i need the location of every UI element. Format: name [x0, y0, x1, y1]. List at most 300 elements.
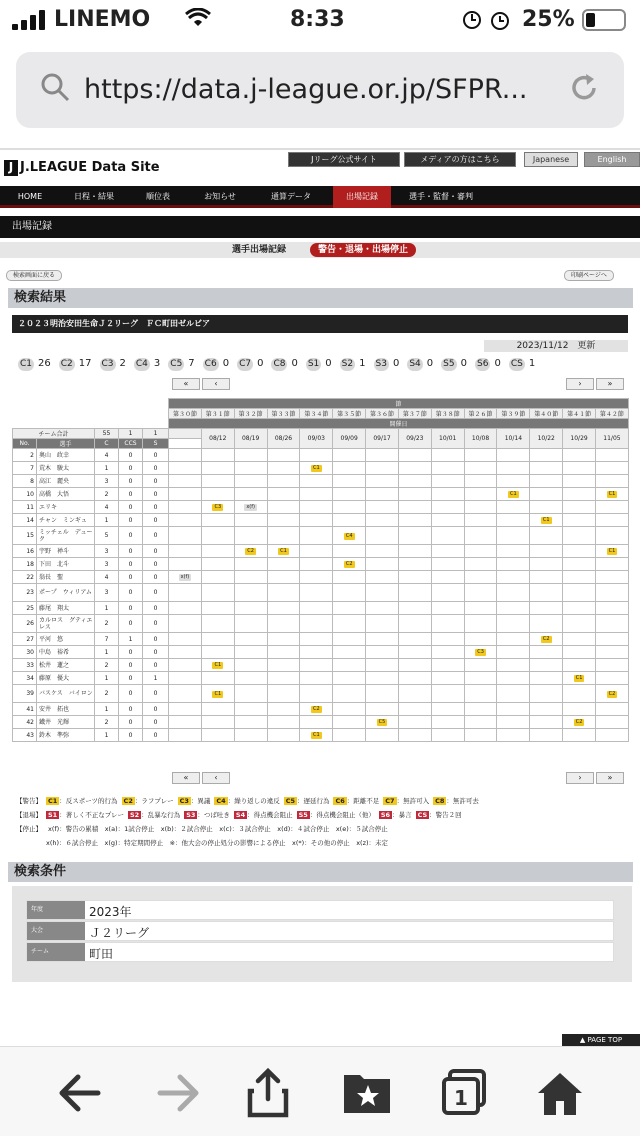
c-count: 3: [95, 545, 119, 558]
round-label: 第３５節: [333, 409, 366, 419]
match-cell: [398, 716, 431, 729]
ccs-count: 0: [119, 501, 143, 514]
match-cell: [267, 729, 300, 742]
match-cell: [366, 449, 399, 462]
match-cell: [464, 462, 497, 475]
main-nav: [0, 186, 640, 208]
match-cell: [234, 558, 267, 571]
match-cell: [234, 685, 267, 703]
legend-code: S1: [48, 811, 58, 819]
match-cell: [267, 475, 300, 488]
nav-standings[interactable]: 順位表: [146, 192, 170, 201]
match-cell: [563, 545, 596, 558]
match-cell: [300, 514, 333, 527]
c-count: 3: [95, 558, 119, 571]
match-cell: [267, 659, 300, 672]
legend-code: C7: [385, 797, 395, 805]
s-count: 0: [143, 527, 169, 545]
ccs-count: 0: [119, 514, 143, 527]
match-cell: [366, 488, 399, 501]
condition-team: チーム 町田: [26, 942, 614, 962]
match-cell: [366, 475, 399, 488]
count-label: S4: [409, 359, 421, 369]
match-cell: [300, 449, 333, 462]
match-cell: [497, 449, 530, 462]
player-name: ポープ ウィリアム: [37, 584, 95, 602]
card-badge: x(f): [180, 574, 190, 580]
player-name: バスケス バイロン: [37, 685, 95, 703]
lang-japanese[interactable]: Japanese: [524, 152, 578, 167]
match-cell: [398, 633, 431, 646]
match-cell: [169, 659, 202, 672]
player-name: 鐡井 光輝: [37, 716, 95, 729]
count-value: 3: [153, 358, 161, 369]
match-cell: [497, 571, 530, 584]
match-cell: [398, 646, 431, 659]
ccs-count: 0: [119, 685, 143, 703]
table-row: [13, 545, 629, 558]
player-number: 33: [13, 659, 37, 672]
match-cell: [333, 615, 366, 633]
lang-english[interactable]: English: [584, 152, 640, 167]
match-cell: [333, 475, 366, 488]
player-name: 藤原 優大: [37, 672, 95, 685]
alarm-icon: [462, 9, 514, 36]
player-name: 平河 悠: [37, 633, 95, 646]
match-cell: [366, 527, 399, 545]
tab-player-appearance[interactable]: 選手出場記録: [232, 245, 287, 255]
tabs-icon[interactable]: [436, 1065, 496, 1121]
match-cell: [267, 488, 300, 501]
legend-code: C1: [48, 797, 58, 805]
match-cell: [169, 615, 202, 633]
results-title: 検索結果: [8, 288, 633, 308]
round-label: 第３４節: [300, 409, 333, 419]
c-count: 1: [95, 514, 119, 527]
match-cell: [333, 449, 366, 462]
count-value: 1: [528, 358, 536, 369]
prev-page-button-bottom[interactable]: ‹: [202, 772, 230, 784]
player-name: 松井 蓮之: [37, 659, 95, 672]
legend-desc: ：距離不足: [346, 797, 380, 805]
match-cell: [201, 672, 234, 685]
print-button[interactable]: 印刷ページへ: [564, 270, 614, 281]
match-cell: [398, 558, 431, 571]
match-cell: [234, 514, 267, 527]
nav-schedule[interactable]: 日程・結果: [74, 192, 114, 201]
count-label: C1: [20, 359, 33, 369]
col-no[interactable]: No.: [13, 439, 37, 449]
match-cell: [563, 685, 596, 703]
s-count: 0: [143, 703, 169, 716]
date-label: 10/14: [497, 429, 530, 449]
s-count: 0: [143, 646, 169, 659]
match-cell: [300, 716, 333, 729]
player-name: エリキ: [37, 501, 95, 514]
count-label: S1: [307, 359, 320, 369]
c-count: 1: [95, 602, 119, 615]
match-cell: [596, 527, 629, 545]
match-cell: [201, 545, 234, 558]
match-cell: [234, 449, 267, 462]
count-label: C7: [239, 359, 252, 369]
player-number: 14: [13, 514, 37, 527]
match-cell: [169, 729, 202, 742]
col-player[interactable]: 選手: [37, 439, 95, 449]
match-cell: [464, 659, 497, 672]
back-arrow-icon[interactable]: [52, 1065, 112, 1121]
match-cell: [201, 685, 234, 703]
s-count: 0: [143, 475, 169, 488]
match-cell: [596, 488, 629, 501]
match-cell: [366, 659, 399, 672]
s-count: 0: [143, 514, 169, 527]
table-row: [13, 646, 629, 659]
match-cell: [366, 545, 399, 558]
round-label: 第４０節: [530, 409, 563, 419]
match-cell: [300, 558, 333, 571]
table-row: [13, 602, 629, 615]
match-cell: [398, 703, 431, 716]
match-cell: [530, 633, 563, 646]
nav-players[interactable]: 選手・監督・審判: [409, 192, 473, 201]
match-cell: [201, 449, 234, 462]
date-label: 09/09: [333, 429, 366, 449]
match-cell: [234, 527, 267, 545]
match-cell: [300, 633, 333, 646]
match-cell: [497, 716, 530, 729]
date-label: 11/05: [596, 429, 629, 449]
legend-label: 【警告】: [16, 797, 42, 805]
jleague-official-link[interactable]: Jリーグ公式サイト: [288, 152, 400, 167]
match-cell: [333, 633, 366, 646]
match-cell: [201, 659, 234, 672]
match-cell: [530, 615, 563, 633]
back-to-search-button[interactable]: 検索画面に戻る: [6, 270, 62, 281]
site-logo[interactable]: J J.LEAGUE Data Site: [4, 160, 160, 176]
s-count: 0: [143, 449, 169, 462]
s-count: 0: [143, 501, 169, 514]
match-cell: [464, 501, 497, 514]
match-cell: [366, 685, 399, 703]
match-cell: [267, 672, 300, 685]
card-badge: C1: [608, 548, 616, 554]
table-row: [13, 615, 629, 633]
match-cell: [464, 615, 497, 633]
match-cell: [563, 659, 596, 672]
match-cell: [398, 449, 431, 462]
match-cell: [596, 558, 629, 571]
match-cell: [464, 514, 497, 527]
match-cell: [398, 659, 431, 672]
match-cell: [431, 633, 464, 646]
match-cell: [464, 646, 497, 659]
c-count: 4: [95, 571, 119, 584]
player-number: 15: [13, 527, 37, 545]
reload-icon[interactable]: [568, 72, 600, 104]
match-cell: [497, 545, 530, 558]
first-page-button[interactable]: «: [172, 378, 200, 390]
match-cell: [596, 716, 629, 729]
match-cell: [333, 716, 366, 729]
match-cell: [366, 633, 399, 646]
legend-desc: ：得点機会阻止: [247, 811, 293, 819]
ccs-count: 0: [119, 571, 143, 584]
match-cell: [201, 646, 234, 659]
date-label: 08/12: [201, 429, 234, 449]
last-page-button-bottom[interactable]: »: [596, 772, 624, 784]
match-cell: [267, 584, 300, 602]
c-count: 4: [95, 449, 119, 462]
match-cell: [530, 558, 563, 571]
match-cell: [366, 571, 399, 584]
match-cell: [497, 558, 530, 571]
count-value: 0: [325, 358, 332, 369]
ccs-count: 0: [119, 584, 143, 602]
match-cell: [234, 571, 267, 584]
match-cell: [464, 602, 497, 615]
match-cell: [464, 584, 497, 602]
legend-desc: ：乱暴な行為: [141, 811, 181, 819]
s-count: 1: [143, 672, 169, 685]
next-page-button-bottom[interactable]: ›: [566, 772, 594, 784]
match-cell: [300, 527, 333, 545]
s-count: 0: [143, 488, 169, 501]
match-cell: [431, 571, 464, 584]
count-value: 0: [291, 358, 298, 369]
status-bar: [0, 0, 640, 40]
card-badge: C3: [214, 504, 222, 510]
next-page-button[interactable]: ›: [566, 378, 594, 390]
round-label: 第３３節: [267, 409, 300, 419]
last-page-button[interactable]: »: [596, 378, 624, 390]
count-value: 1: [359, 358, 366, 369]
match-cell: [201, 602, 234, 615]
ccs-count: 0: [119, 475, 143, 488]
condition-competition: 大会 Ｊ２リーグ: [26, 921, 614, 941]
player-number: 25: [13, 602, 37, 615]
legend-code: C2: [123, 797, 133, 805]
bookmarks-icon[interactable]: [340, 1065, 400, 1121]
address-bar[interactable]: [16, 52, 624, 128]
match-cell: [464, 527, 497, 545]
round-label: 第３０節: [169, 409, 202, 419]
player-name: 鈴木 準弥: [37, 729, 95, 742]
nav-news[interactable]: お知らせ: [204, 192, 236, 201]
match-cell: [497, 514, 530, 527]
match-cell: [431, 449, 464, 462]
match-cell: [169, 488, 202, 501]
match-cell: [464, 558, 497, 571]
count-label: S5: [443, 359, 455, 369]
match-cell: [366, 462, 399, 475]
player-name: 奥山 政幸: [37, 449, 95, 462]
match-cell: [300, 584, 333, 602]
match-cell: [201, 501, 234, 514]
share-icon[interactable]: [240, 1065, 300, 1121]
wifi-icon: [185, 8, 211, 33]
match-cell: [497, 703, 530, 716]
page-top-button[interactable]: ▲ PAGE TOP: [562, 1034, 640, 1046]
s-count: 0: [143, 602, 169, 615]
match-cell: [234, 646, 267, 659]
card-badge: C1: [280, 548, 287, 554]
match-cell: [563, 716, 596, 729]
nav-career-data[interactable]: 通算データ: [271, 192, 311, 201]
carrier-name: LINEMO: [54, 7, 151, 32]
match-cell: [563, 615, 596, 633]
match-cell: [497, 646, 530, 659]
match-cell: [201, 462, 234, 475]
match-cell: [563, 501, 596, 514]
c-count: 1: [95, 462, 119, 475]
tab-warnings[interactable]: 警告・退場・出場停止: [310, 243, 416, 257]
match-cell: [333, 659, 366, 672]
match-cell: [464, 672, 497, 685]
player-number: 7: [13, 462, 37, 475]
col-ccs[interactable]: CCS: [119, 439, 143, 449]
card-badge: C1: [608, 491, 616, 497]
match-cell: [201, 514, 234, 527]
match-cell: [563, 462, 596, 475]
match-cell: [497, 584, 530, 602]
ccs-count: 0: [119, 545, 143, 558]
legend-code: CS: [417, 811, 428, 819]
match-cell: [596, 475, 629, 488]
player-number: 16: [13, 545, 37, 558]
team-total-value: 1: [143, 429, 169, 439]
player-number: 41: [13, 703, 37, 716]
browser-toolbar: [0, 1046, 640, 1136]
match-cell: [300, 571, 333, 584]
match-cell: [366, 646, 399, 659]
match-cell: [464, 475, 497, 488]
match-cell: [234, 602, 267, 615]
match-cell: [201, 488, 234, 501]
battery-percent: 25%: [522, 7, 575, 32]
match-cell: [497, 475, 530, 488]
match-cell: [464, 449, 497, 462]
first-page-button-bottom[interactable]: «: [172, 772, 200, 784]
match-cell: [398, 584, 431, 602]
player-number: 39: [13, 685, 37, 703]
match-cell: [596, 571, 629, 584]
player-number: 2: [13, 449, 37, 462]
card-badge: C1: [312, 465, 320, 471]
nav-appearance[interactable]: 出場記録: [333, 186, 391, 208]
match-cell: [201, 558, 234, 571]
player-name: 翁長 聖: [37, 571, 95, 584]
match-cell: [333, 703, 366, 716]
legend-stops: 【停止】 x(f)：警告の累積 x(a)：1試合停止 x(b)：２試合停止 x(c)：３試合停止 x(d)：４試合停止 x(e)：５試合停止: [16, 825, 388, 833]
table-row: [13, 716, 629, 729]
match-cell: [234, 633, 267, 646]
match-cell: [596, 633, 629, 646]
match-cell: [300, 488, 333, 501]
ccs-count: 0: [119, 703, 143, 716]
match-cell: [267, 716, 300, 729]
site-header: [0, 148, 640, 184]
legend-desc: ：反スポーツ的行為: [59, 797, 118, 805]
match-cell: [530, 475, 563, 488]
match-cell: [530, 729, 563, 742]
match-cell: [201, 633, 234, 646]
count-value: 2: [119, 358, 126, 369]
s-count: 0: [143, 571, 169, 584]
nav-home[interactable]: HOME: [17, 192, 43, 201]
table-row: [13, 729, 629, 742]
match-cell: [431, 729, 464, 742]
card-badge: C1: [510, 491, 517, 497]
match-cell: [497, 672, 530, 685]
match-cell: [333, 527, 366, 545]
match-cell: [431, 514, 464, 527]
match-cell: [530, 703, 563, 716]
match-cell: [431, 646, 464, 659]
match-cell: [333, 514, 366, 527]
player-number: 23: [13, 584, 37, 602]
player-number: 26: [13, 615, 37, 633]
match-cell: [169, 475, 202, 488]
table-row: [13, 514, 629, 527]
card-badge: C2: [345, 561, 353, 567]
s-count: 0: [143, 729, 169, 742]
discipline-table: [12, 398, 628, 742]
player-name: 宇野 禅斗: [37, 545, 95, 558]
match-cell: [563, 527, 596, 545]
match-cell: [530, 716, 563, 729]
player-number: 27: [13, 633, 37, 646]
signal-icon: [12, 10, 48, 30]
match-cell: [366, 729, 399, 742]
card-badge: C2: [312, 706, 320, 712]
player-number: 30: [13, 646, 37, 659]
match-cell: [596, 462, 629, 475]
legend-desc: ：ラフプレー: [134, 797, 174, 805]
count-value: 0: [460, 358, 467, 369]
match-cell: [398, 729, 431, 742]
match-cell: [267, 703, 300, 716]
match-cell: [431, 716, 464, 729]
match-cell: [267, 558, 300, 571]
legend-desc: ：無許可入: [396, 797, 430, 805]
home-icon[interactable]: [532, 1065, 592, 1121]
match-cell: [464, 716, 497, 729]
round-label: 第３８節: [431, 409, 464, 419]
count-value: 0: [494, 358, 501, 369]
c-count: 3: [95, 475, 119, 488]
url-text[interactable]: https://data.j-league.or.jp/SFPR...: [84, 74, 528, 105]
forward-arrow-icon[interactable]: [150, 1065, 210, 1121]
ccs-count: 0: [119, 716, 143, 729]
card-badge: C2: [542, 636, 550, 642]
match-cell: [497, 659, 530, 672]
match-cell: [333, 672, 366, 685]
match-cell: [563, 475, 596, 488]
round-label: 第３２節: [234, 409, 267, 419]
team-bar: ２０２３明治安田生命Ｊ２リーグ ＦＣ町田ゼルビア: [12, 315, 628, 333]
match-cell: [464, 545, 497, 558]
col-c[interactable]: C: [95, 439, 119, 449]
media-link[interactable]: メディアの方はこちら: [404, 152, 516, 167]
match-cell: [530, 685, 563, 703]
match-cell: [267, 545, 300, 558]
count-value: 7: [188, 358, 195, 369]
col-s[interactable]: S: [143, 439, 169, 449]
match-cell: [464, 488, 497, 501]
prev-page-button[interactable]: ‹: [202, 378, 230, 390]
card-badge: C1: [214, 690, 222, 697]
